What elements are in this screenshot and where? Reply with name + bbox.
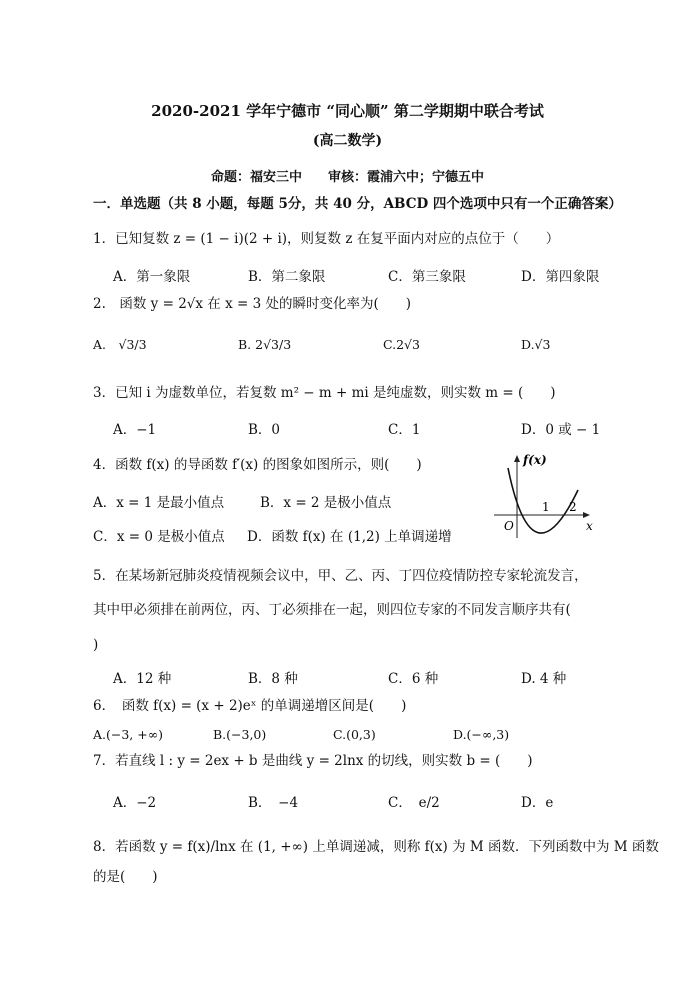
q2-option-a: A. √3/3 [93,337,147,352]
q4-option-b: B．x = 2 是极小值点 [260,495,392,511]
exam-authors: 命题：福安三中 审核：霞浦六中；宁德五中 [210,170,484,185]
q8-stem-line-1: 8．若函数 y = f(x)/lnx 在 (1, +∞) 上单调递减，则称 f(x) 为 M 函数．下列函数中为 M 函数 [93,839,659,855]
derivative-graph [490,448,600,540]
exam-subtitle: (高二数学) [312,133,383,149]
q4-option-c: C．x = 0 是极小值点 [93,529,225,545]
graph-tick-1: 1 [542,500,550,514]
q3-option-c: C．1 [388,422,421,438]
q6-option-b: B.(−3,0) [213,727,267,742]
section-heading: 一．单选题（共 8 小题，每题 5分，共 40 分，ABCD 四个选项中只有一个正确答案） [93,196,622,212]
q5-stem-line-2: 其中甲必须排在前两位，丙、丁必须排在一起，则四位专家的不同发言顺序共有( [93,602,571,618]
graph-x-label: x [586,519,593,533]
q7-option-a: A．−2 [113,795,157,811]
graph-tick-2: 2 [569,500,577,514]
q2-option-c: C.2√3 [383,337,420,352]
q6-option-c: C.(0,3) [333,727,376,742]
q7-option-c: C． e/2 [388,795,440,811]
q7-option-d: D．e [521,795,554,811]
q5-stem-line-3: ) [93,637,99,653]
q3-stem: 3．已知 i 为虚数单位，若复数 m² − m + mi 是纯虚数，则实数 m = ( ) [93,385,556,401]
q4-stem: 4．函数 f(x) 的导函数 f′(x) 的图象如图所示，则( ) [93,457,422,473]
q2-stem: 2. 函数 y = 2√x 在 x = 3 处的瞬时变化率为( ) [93,296,412,312]
exam-title: 2020-2021 学年宁德市 “同心顺” 第二学期期中联合考试 [151,102,544,120]
q4-option-a: A．x = 1 是最小值点 [93,495,225,511]
q2-option-d: D.√3 [521,337,551,352]
q7-option-b: B． −4 [248,795,299,811]
q2-option-b: B. 2√3/3 [238,337,292,352]
q1-stem: 1．已知复数 z = (1 − i)(2 + i)，则复数 z 在复平面内对应的点位于（ ） [93,231,560,247]
graph-origin-label: O [504,519,514,533]
q5-option-a: A．12 种 [113,671,172,687]
graph-y-label: f(x) [523,453,547,467]
q1-option-a: A．第一象限 [113,269,191,285]
q7-stem: 7．若直线 l : y = 2ex + b 是曲线 y = 2lnx 的切线，则实数 b = ( ) [93,753,533,769]
q4-option-d: D．函数 f(x) 在 (1,2) 上单调递增 [247,529,452,545]
q1-option-d: D．第四象限 [521,269,600,285]
q6-option-d: D.(−∞,3) [453,727,510,742]
q6-stem: 6． 函数 f(x) = (x + 2)eˣ 的单调递增区间是( ) [93,698,407,714]
q6-option-a: A.(−3, +∞) [93,727,164,742]
q3-option-a: A．−1 [113,422,157,438]
q5-option-b: B．8 种 [248,671,298,687]
q3-option-b: B．0 [248,422,281,438]
q5-option-d: D. 4 种 [521,671,567,687]
q3-option-d: D．0 或 − 1 [521,422,601,438]
q1-option-b: B．第二象限 [248,269,326,285]
q5-stem-line-1: 5．在某场新冠肺炎疫情视频会议中，甲、乙、丙、丁四位疫情防控专家轮流发言， [93,568,588,584]
q8-stem-line-2: 的是( ) [93,869,158,885]
q1-option-c: C．第三象限 [388,269,466,285]
q5-option-c: C．6 种 [388,671,439,687]
